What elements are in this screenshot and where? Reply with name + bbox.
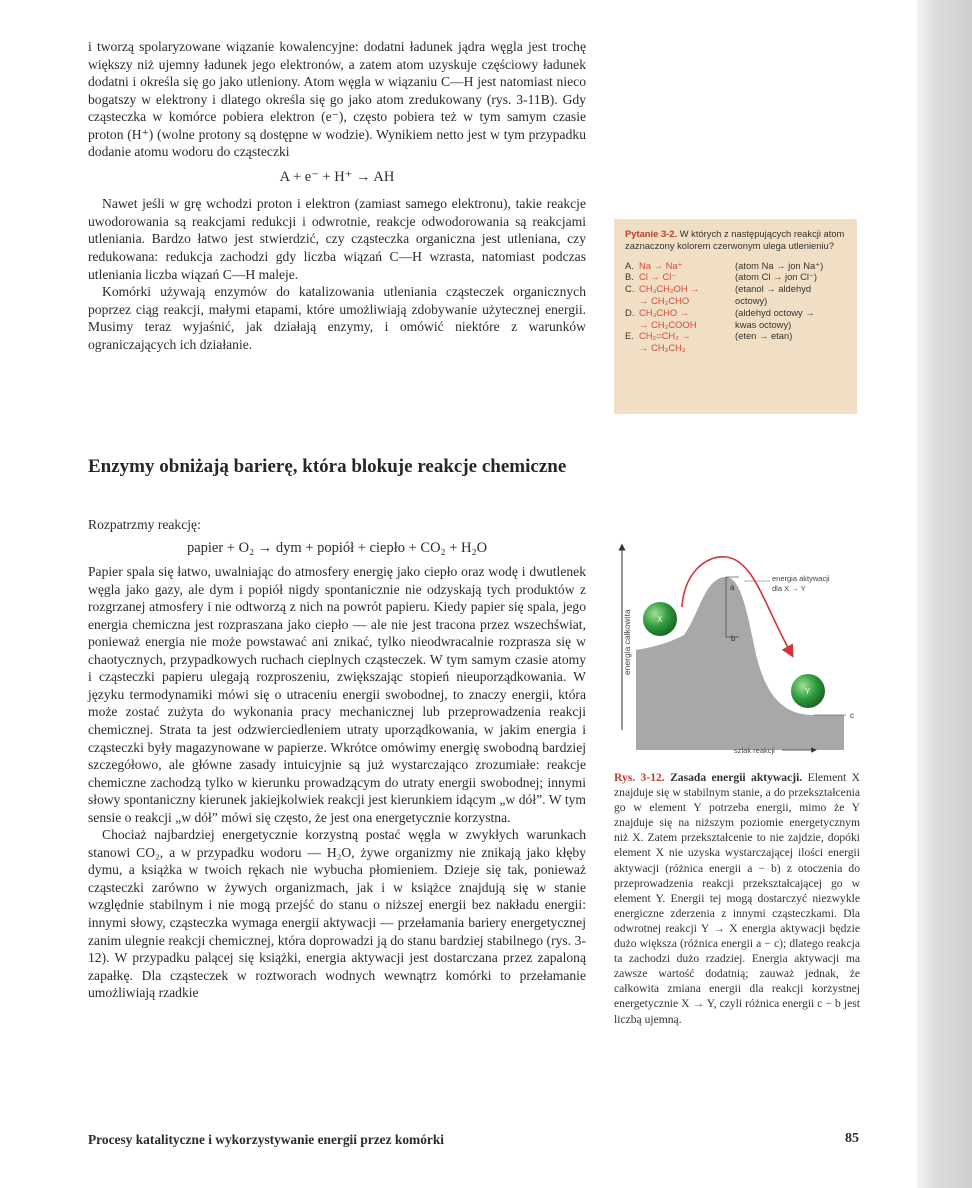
question-title: Pytanie 3-2. [625,228,678,239]
equation-1: A + e⁻ + H⁺ → AH [279,168,395,185]
page-edge-shadow [917,0,972,1188]
option-description: (eten → etan) [735,330,793,342]
activation-label-line2: dla X → Y [772,584,806,593]
paragraph-2: Nawet jeśli w grę wchodzi proton i elektron (zamiast samego elektronu), takie reakcje uwodorowania są reakcjami redukcji i odwrotnie, reakcje odwodorowania są reakcjami utleniania. Bardzo łatwo jest stwierdzić, czy cząsteczka organiczna jest utleniana, czy redukowana: redukcja zachodzi gdy liczba wiązań C—H wzrasta, natomiast podczas utleniania liczba wiązań C—H maleje. [88,196,586,282]
question-options [625,260,849,354]
text-column-bottom [88,516,586,1002]
option-description [735,342,849,354]
question-body: W których z następujących reakcji atom zaznaczony kolorem czerwonym ulega utlenieniu? [625,228,845,251]
equation-2: papier + O₂ → dym + popiół + ciepło + CO₂ + H₂O [186,539,488,556]
question-box [614,219,857,414]
option-description: octowy) [735,294,768,306]
paragraph-3: Komórki używają enzymów do katalizowania utleniania cząsteczek organicznych poprzez ciąg reakcji, małymi etapami, które umożliwiają zdobywanie użytecznej energii. Musimy teraz wyjaśnić, jak działają enzymy, i omówić niektóre z warunków ograniczających ich działanie. [88,284,586,352]
paragraph-intro: Rozpatrzmy reakcję: [88,517,201,532]
option-reaction: CH₃CH₂OH → [639,283,700,295]
ball-x-label: X [657,615,663,624]
caption-label: Rys. 3-12. [614,771,665,784]
label-c: c [850,711,854,720]
caption-text: Element X znajduje się w stabilnym stanie, a do przekształcenia go w element Y potrzeba energii, mimo że Y znajduje się na niższym poziomie energetycznym niż X. Zatem przekształcenie to nie zajdzie, dopóki element X nie uzyska wystarczającej ilości energii aktywacji (różnica energii a − b) z otoczenia do przeprowadzenia reakcji przekształcającej go w element Y. Energii tej mogą dostarczyć niezwykle energiczne zderzenia z innymi cząsteczkami. Dla odwrotnej reakcji Y → X energia aktywacji będzie dużo większa (różnica energii a − c); dlatego reakcja ta zachodzi dużo rzadziej. Energia aktywacji ma zawsze wartość dodatnią; zauważ jednak, że całkowita zmiana energii dla reakcji korzystnej energetycznie X → Y, czyli różnica energii c − b jest liczbą ujemną. [614,771,860,1026]
option-letter: D. [625,306,635,318]
option-reaction: → CH₃CH₃ [639,342,686,354]
option-letter [625,342,639,354]
option-reaction: Cl → Cl⁻ [639,271,677,283]
y-axis-label: energia całkowita [622,609,632,675]
footer-title: Procesy katalityczne i wykorzystywanie energii przez komórki [88,1132,445,1147]
option-letter: E. [625,330,634,342]
option-description: (etanol → aldehyd [735,283,812,295]
figure-caption [614,770,860,1027]
x-axis-label: szlak reakcji [734,746,775,755]
label-b: b [731,634,736,643]
activation-label-line1: energia aktywacji [772,574,830,583]
caption-title: Zasada energii aktywacji. [670,771,803,784]
option-description: (aldehyd octowy → [735,306,815,318]
option-description: (atom Cl → jon Cl⁻) [735,271,818,283]
page-number: 85 [845,1131,859,1146]
option-reaction: → CH₃COOH [639,318,697,330]
option-reaction: CH₃CHO → [639,306,690,318]
paragraph-1: i tworzą spolaryzowane wiązanie kowalencyjne: dodatni ładunek jądra węgla jest trochę większy niż ujemny ładunek jego elektronów, a zatem atom uzyskuje częściowy ładunek dodatni i określa się go jako utleniony. Atom węgla w wiązaniu C—H jest natomiast nieco bogatszy w elektrony i dlatego określa się go jako atom zredukowany (rys. 3-11B). Gdy cząsteczka w komórce pobiera elektron (e⁻), często pobiera też w tym samym czasie proton (H⁺) (wolne protony są dostępne w wodzie). Wynikiem netto jest w tym przypadku dodanie atomu wodoru do cząsteczki [88,39,586,160]
option-reaction: Na → Na⁺ [639,259,683,271]
activation-energy-figure [614,535,864,760]
ball-y-label: Y [805,687,811,696]
option-reaction: → CH₃CHO [639,294,690,306]
option-description: kwas octowy) [735,318,792,330]
option-letter: C. [625,283,635,295]
option-letter: A. [625,259,634,271]
question-text [625,228,849,252]
energy-hill [636,577,844,750]
paragraph-5: Chociaż najbardziej energetycznie korzystną postać węgla w zwykłych warunkach stanowi CO₂, a w przypadku wodoru — H₂O, żywe organizmy nie znikają jako kłęby dymu, a książka w twoich rękach nie wybucha płomieniem. Dzieje się tak, ponieważ cząsteczki zarówno w żywych organizmach, jak i w książce znajdują się w stanie względnie stabilnym i nie mogą przejść do stanu o niższej energii bez nakładu energii: innymi słowy, cząsteczka wymaga energii aktywacji — przełamania bariery energetycznej zanim ulegnie reakcji chemicznej, która doprowadzi ją do stanu bardziej stabilnego (rys. 3-12). W przypadku palącej się książki, energia aktywacji jest dostarczana przez zapaloną zapałkę. Dla cząsteczek w roztworach wodnych wewnątrz komórki to przełamanie umożliwiają rzadkie [88,827,586,1001]
option-letter [625,319,639,331]
paragraph-4: Papier spala się łatwo, uwalniając do atmosfery energię jako ciepło oraz wodę i dwutlenek węgla jako gazy, ale dym i popiół nigdy spontanicznie nie odzyskają tych produktów z rozgrzanej atmosfery i nie odtworzą z nich na powrót papieru. Kiedy papier się spala, jego energia chemiczna jest rozpraszana jako ciepło — ale nie jest tracona przez wszechświat, ponieważ energia nie może powstawać ani znikać, tylko nieodwracalnie rozprasza się w chaotycznych, przypadkowych ruchach cieplnych cząsteczek. W tym samym czasie atomy i cząsteczki papieru ulegają rozproszeniu, zwiększając stopień nieuporządkowania. W języku termodynamiki mówi się o utraceniu energii swobodnej, to znaczy energii, która może zostać zużyta do wykonania pracy mechanicznej lub przeprowadzenia reakcji chemicznej. Strata ta jest odzwierciedleniem utraty uporządkowania, w jakim energia i cząsteczki były magazynowane w papierze. Wkrótce omówimy energię swobodną bardziej szczegółowo, ale główne zasady intuicyjnie są już wystarczająco zrozumiałe: reakcje chemiczne zachodzą tylko w kierunku prowadzącym do utraty energii swobodnej; innymi słowy spontaniczny kierunek jakiejkolwiek reakcji jest kierunkiem idącym „w dół”. W tym sensie o reakcji „w dół” mówi się często, że jest ona energetycznie korzystna. [88,564,586,825]
option-letter [625,295,639,307]
text-column-top [88,38,586,353]
option-reaction: CH₂=CH₂ → [639,330,691,342]
section-heading: Enzymy obniżają barierę, która blokuje reakcje chemiczne [88,456,567,477]
option-description: (atom Na → jon Na⁺) [735,259,824,271]
label-a: a [730,583,735,592]
energy-diagram [614,535,864,760]
option-letter: B. [625,271,634,283]
